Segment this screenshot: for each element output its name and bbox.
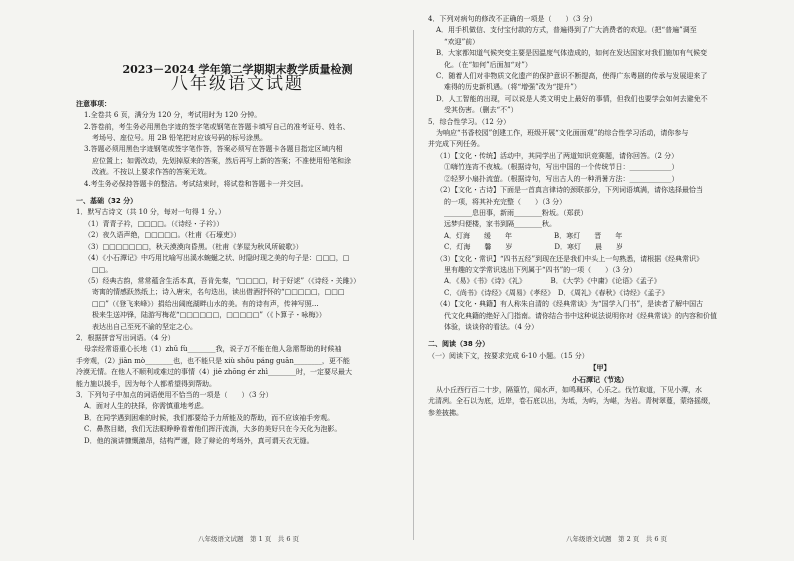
page-left <box>58 0 413 561</box>
option-c: C．鼻熬目睹，我们无法眼睁睁看着他们挥汗流淌，大多的美好只在今天化为泡影。 <box>84 425 342 434</box>
option-b: B．大家都知道气候突变主要是因温度气体造成的，如何在发达国家对我们施加有气候变 <box>436 49 708 58</box>
passage-line: 参差披拂。 <box>428 408 463 417</box>
option-d-cont: 受其伤害。（删去“不”） <box>444 106 518 115</box>
exam-title: 2023－2024 学年第二学期期末教学质量检测 <box>122 63 353 76</box>
list-item: C．灯海 馨 岁 D．寒灯 晨 岁 <box>444 243 623 252</box>
notice-line: 3.答题必须用黑色字迹钢笔或签字笔作答，答案必须写在答题卡各题目指定区域内相 <box>84 145 343 154</box>
passage-line: 从小丘西行百二十步，隔篁竹，闻水声，如鸣珮环，心乐之。伐竹取道，下见小潭，水 <box>436 386 702 394</box>
list-item: □□。 <box>92 265 113 274</box>
notice-line: 4.考生务必保持答题卡的整洁。考试结束时，将试卷和答题卡一并交回。 <box>84 179 308 188</box>
question-3-options <box>76 401 399 447</box>
list-item: 手旁观，（2）jiān mò________也，也不能只是 xiù shǒu páng guān________，更不能 <box>76 356 350 365</box>
list-item: 冷漠无情。在他人不顺利或难过的事情（4）jiē zhōng ér zhì________时，一定要尽最大 <box>76 368 353 377</box>
list-item: C．《尚书》《诗经》《周易》《孝经》 D．《周礼》《春秋》《诗经》《孟子》 <box>444 288 669 297</box>
list-item: 能力施以援手，因为每个人都希望得到帮助。 <box>76 379 216 388</box>
page-divider <box>413 30 414 540</box>
reading-instructions: （一）阅读下文，按要求完成 6-10 小题。（15 分） <box>428 351 589 360</box>
section-heading: 一、基础（32 分） <box>76 197 138 206</box>
notice-list <box>76 110 399 190</box>
list-item: （3）【文化・常识】“四书五经”到现在还是我们中头上一句熟悉，请根据《经典常识》 <box>436 254 704 263</box>
list-item: 的一项，将其补充完整（ ）（3 分） <box>444 197 567 206</box>
list-item: ①嗨竹连宵不夜城。（根据诗句，写出中国的一个传统节日：____________） <box>444 163 679 172</box>
question-5-intro: 并完成下列任务。 <box>428 140 484 149</box>
list-item: 体验，谈谈你的看法。（4 分） <box>444 322 539 331</box>
list-item: 寄寓的情感跃然纸上；诗入唐宋，名句迭出，读出借酒抒怀的“□□□□□，□□□ <box>92 288 345 297</box>
list-item: ________息田事，新雨________粉坂。（郑获） <box>444 208 588 217</box>
list-item: ②轻罗小扇扑流萤。（根据诗句，写出古人的一种消暑方法：____________） <box>444 174 679 183</box>
question-3: 3．下列句子中加点的词语使用不恰当的一项是（ ）（3 分） <box>76 390 273 399</box>
section-heading: 二、阅读（38 分） <box>428 340 490 349</box>
list-item: 母亲经常语重心长地（1）zhǔ fù________我，说子万不能在他人急需帮助的时候袖 <box>84 345 342 354</box>
list-item: A．《易》《书》《诗》《礼》 B．《大学》《中庸》《论语》《孟子》 <box>444 277 661 286</box>
passage-line: 尤清冽。全石以为底，近岸，卷石底以出，为坻，为屿，为嵁，为岩。青树翠蔓，蒙络摇缀， <box>428 397 715 406</box>
question-2-text <box>76 344 399 390</box>
list-item: （1）青青子衿，□□□□。（《诗经・子衿》） <box>84 219 224 228</box>
question-5: 5．综合性学习。（12 分） <box>428 117 511 126</box>
list-item: （4）《小石潭记》中巧用比喻写出溪水蜿蜒之状、时隐时现之美的句子是：□□□，□ <box>84 254 350 263</box>
list-item: 代文化典籍的绝好入门指南。请你结合书中这种说法说明你对《经典常谈》的内容和价值 <box>444 311 717 320</box>
option-b-cont: 化。（在“如何”后面加“对”） <box>444 60 532 69</box>
notice-line: 改液。不按以上要求作答的答案无效。 <box>92 168 211 177</box>
option-c: C．随着人们对非物质文化遗产的保护意识不断提高，使得广东粤剧的传承与发展迎来了 <box>436 72 708 81</box>
list-item: 表达出自己至死不渝的坚定之心。 <box>92 322 197 331</box>
question-2: 2．根据拼音写出词语。（4 分） <box>76 333 175 342</box>
list-item: （4）【文化・典籍】有人称朱自清的《经典常谈》为“国学入门书”，是读者了解中国古 <box>436 300 704 309</box>
passage-body <box>428 385 772 419</box>
option-d: D．他的演讲慷慨激昂，结构严谨，除了辩论的考场外，真可谓天衣无缝。 <box>84 436 314 445</box>
list-item: A．灯海 缓 年 B．寒灯 晋 年 <box>444 231 623 240</box>
list-item: （1）【文化・传统】活动中，其同学出了两道知识竞赛题，请你回答。（2 分） <box>436 151 679 160</box>
notice-line: 应位置上；如需改动，先划掉原来的答案，然后再写上新的答案；不准使用铅笔和涂 <box>92 156 351 165</box>
question-5-items <box>428 151 772 334</box>
list-item: （3）□□□□□□□，秋天漠漠向昏黑。（杜甫《茅屋为秋风所破歌》） <box>84 242 303 251</box>
list-item: 远梦归便楼，家书到隔________秋。 <box>444 220 556 229</box>
list-item: （5）经典古韵，常常蕴含生活本真，吾肯先秦，“□□□□，时于好逑”（《诗经・关雎》） <box>84 276 361 285</box>
notice-line: 1.全卷共 6 页，满分为 120 分，考试用时为 120 分钟。 <box>84 111 262 120</box>
list-item: 里有趣的文学常识选出下列属于“四书”的一项（ ）（3 分） <box>444 265 637 274</box>
list-item: （2）夜久语声绝，□□□□□。（杜甫《石壕吏》） <box>84 231 241 240</box>
page-footer-left: 八年级语文试题 第 1 页 共 6 页 <box>198 534 300 543</box>
notice-line: 考场号、座位号。用 2B 铅笔把对应该号码的标号涂黑。 <box>92 134 268 143</box>
option-b: B．在同学遇到困难的时候，我们都要给予力所能及的帮助，而不应该袖手旁观。 <box>84 413 335 422</box>
passage-title: 小石潭记（节选） <box>572 374 628 384</box>
option-c-cont: 难得的历史新机遇。（将“增强”改为“提升”） <box>444 83 581 92</box>
passage-marker: 【甲】 <box>589 363 611 373</box>
question-5-intro: 为响应“书香校园”创建工作，班级开展“文化面面观”的综合性学习活动，请你参与 <box>436 129 689 138</box>
option-d: D．人工智能的出现，可以说是人类文明史上最好的事情，但我们也要学会如何去避免不 <box>436 94 708 103</box>
list-item: 极来生送冲锋，陆游写梅花“□□□□□□，□□□□□”（《卜算子・咏梅》） <box>92 311 326 320</box>
question-1-items <box>76 219 399 333</box>
exam-subtitle: 八年级语文试题 <box>171 74 304 95</box>
notice-line: 2.答卷前，考生务必用黑色字迹的签字笔或钢笔在答题卡填写自己的准考证号、姓名、 <box>84 122 350 131</box>
list-item: □□”（《登飞来峰》）捐给出阔庭湖畔山水的美。有的诗有声，传神写照… <box>92 299 319 308</box>
option-a: A．面对人生的抉择，你需慎重地考虑。 <box>84 402 209 411</box>
page-right <box>416 0 786 561</box>
page-footer-right: 八年级语文试题 第 2 页 共 6 页 <box>566 534 668 543</box>
option-a: A．用手机做信、支付宝付款的方式，普遍得到了广大消费者的欢迎。（把“普遍”调至 <box>436 26 697 35</box>
question-1: 1．默写古诗文（共 10 分，每对一句得 1 分。） <box>76 208 226 217</box>
option-a-cont: “欢迎”前） <box>444 37 480 46</box>
notice-heading: 注意事项： <box>76 99 111 108</box>
question-4: 4．下列对病句的修改不正确的一项是（ ）（3 分） <box>428 15 597 23</box>
question-4-options <box>428 25 772 116</box>
list-item: （2）【文化・古诗】下面是一首真言律诗的颈联部分，下列词语填满，请你选择最恰当 <box>436 186 703 195</box>
